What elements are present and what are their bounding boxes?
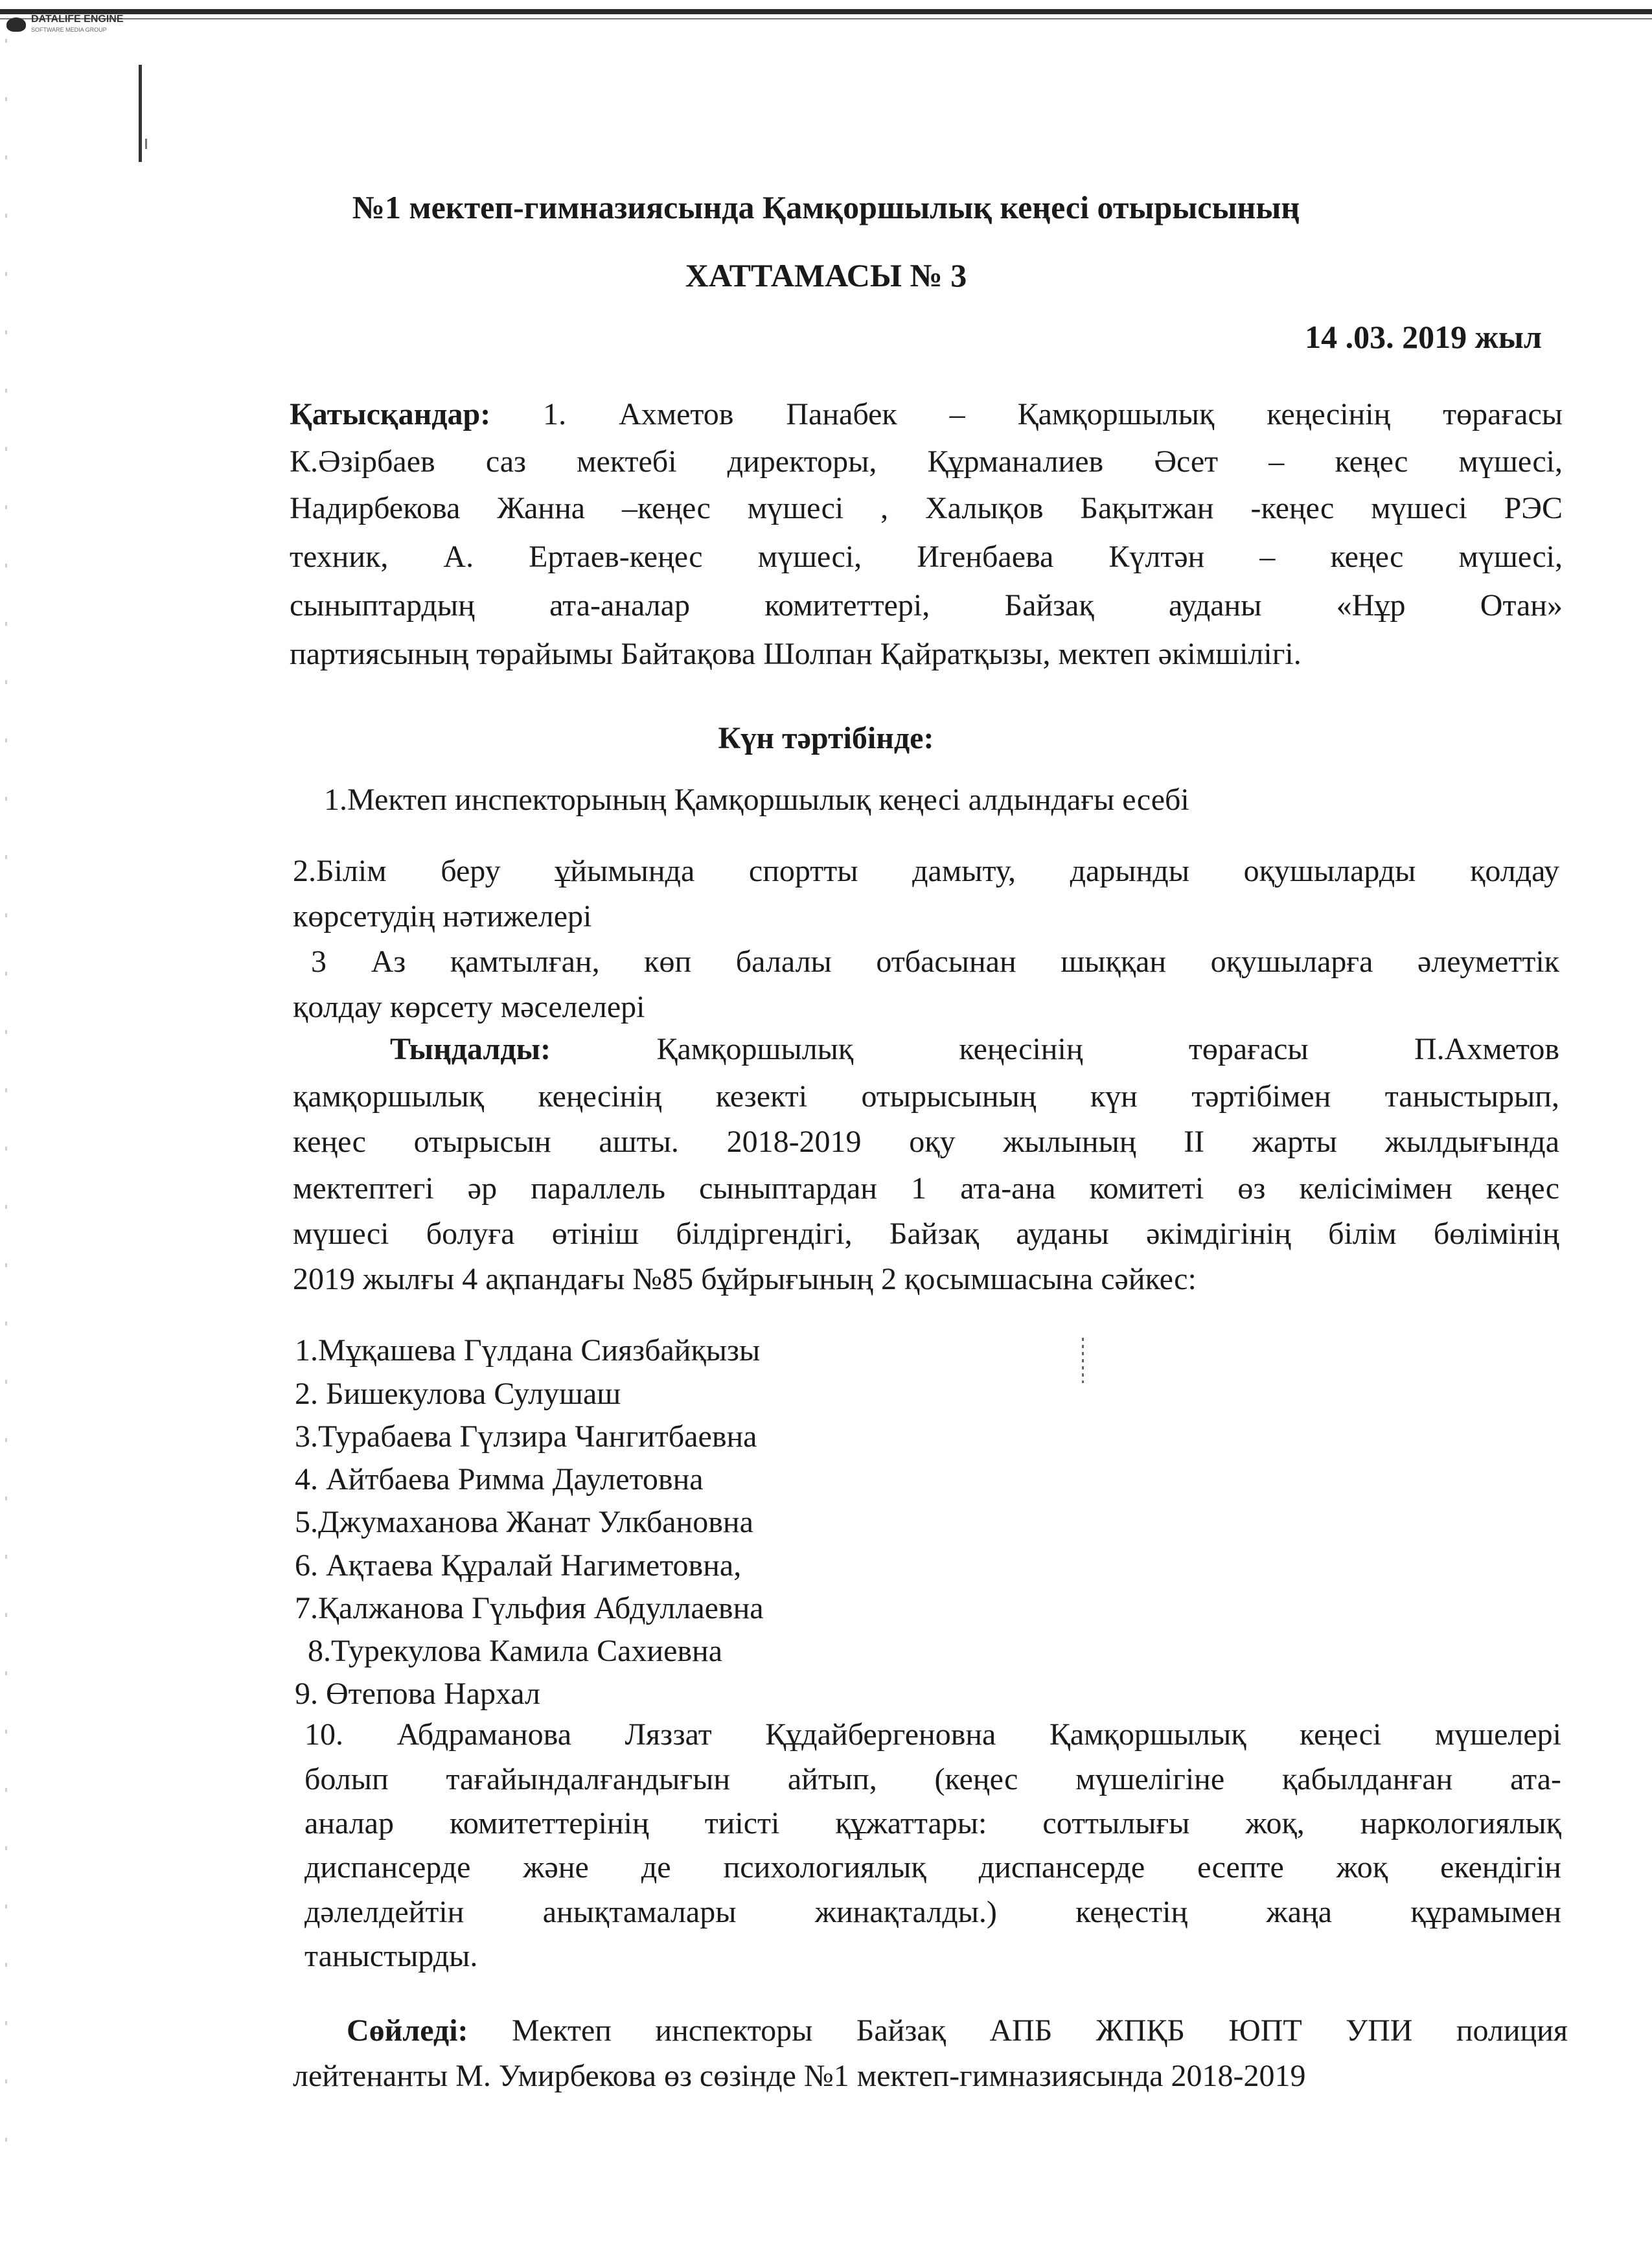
participants-line-1: Қатысқандар: 1. Ахметов Панабек – Қамқоршылық кеңесінің төрағасы	[290, 397, 1563, 431]
protocol-number: ХАТТАМАСЫ № 3	[685, 257, 967, 293]
participants-line-5: сыныптардың ата-аналар комитеттері, Байзақ ауданы «Нұр Отан»	[290, 588, 1563, 623]
spoke-line-2: лейтенанты М. Умирбекова өз сөзінде №1 мектеп-гимназиясында 2018-2019	[293, 2059, 1306, 2093]
member-item: 5.Джумаханова Жанат Улкбановна	[295, 1505, 753, 1539]
logo-tagline: SOFTWARE MEDIA GROUP	[31, 27, 107, 33]
member-10-line-3: аналар комитеттерінің тиісті құжаттары: соттылығы жоқ, наркологиялық	[304, 1806, 1561, 1840]
logo-name: DATALIFE ENGINE	[31, 14, 124, 25]
member-10-line-5: дәлелдейтін анықтамалары жинақталды.) кеңестің жаңа құрамымен	[304, 1895, 1561, 1929]
heard-line-2: қамқоршылық кеңесінің кезекті отырысының күн тәртібімен таныстырып,	[293, 1079, 1559, 1114]
scan-artifact-bar	[139, 65, 142, 162]
participants-line-6: партиясының төрайымы Байтақова Шолпан Қайратқызы, мектеп әкімшілігі.	[290, 637, 1302, 671]
watermark-logo	[6, 14, 124, 35]
agenda-item-1: 1.Мектеп инспекторының Қамқоршылық кеңесі алдындағы есебі	[324, 783, 1189, 817]
scan-dashed-artifact	[1082, 1338, 1084, 1383]
member-10-line-1: 10. Абдраманова Ляззат Құдайбергеновна Қамқоршылық кеңесі мүшелері	[304, 1717, 1561, 1752]
document-date: 14 .03. 2019 жыл	[1305, 319, 1542, 355]
member-item: 8.Турекулова Камила Сахиевна	[308, 1634, 723, 1668]
member-item: 7.Қалжанова Гүльфия Абдуллаевна	[295, 1591, 764, 1625]
member-item: 6. Ақтаева Құралай Нагиметовна,	[295, 1548, 742, 1583]
spoke-line-1: Сөйледі: Мектеп инспекторы Байзақ АПБ ЖПҚБ ЮПТ УПИ полиция	[347, 2013, 1568, 2048]
agenda-item-2-line-2: көрсетудің нәтижелері	[293, 899, 592, 934]
member-10-line-4: диспансерде және де психологиялық диспансерде есепте жоқ екендігін	[304, 1850, 1561, 1884]
heard-line-1: Тыңдалды: Қамқоршылық кеңесінің төрағасы П.Ахметов	[390, 1032, 1560, 1066]
logo-icon	[6, 17, 26, 32]
heard-line-6: 2019 жылғы 4 ақпандағы №85 бұйрығының 2 қосымшасына сәйкес:	[293, 1262, 1197, 1296]
agenda-heading: Күн тәртібінде:	[718, 721, 934, 755]
participants-line-3: Надирбекова Жанна –кеңес мүшесі , Халықов Бақытжан -кеңес мүшесі РЭС	[290, 491, 1563, 525]
heard-line-4: мектептегі әр параллель сыныптардан 1 ата-ана комитеті өз келісімімен кеңес	[293, 1171, 1559, 1206]
document-title: №1 мектеп-гимназиясында Қамқоршылық кеңесі отырысының	[352, 189, 1300, 225]
participants-label: Қатысқандар:	[290, 397, 491, 431]
scan-artifact-tick	[145, 139, 152, 149]
agenda-item-3-line-1: 3 Аз қамтылған, көп балалы отбасынан шыққан оқушыларға әлеуметтік	[311, 945, 1559, 979]
heard-label: Тыңдалды:	[390, 1032, 551, 1066]
member-item: 4. Айтбаева Римма Даулетовна	[295, 1462, 704, 1496]
participants-line-4: техник, А. Ертаев-кеңес мүшесі, Игенбаева Күлтән – кеңес мүшесі,	[290, 540, 1563, 574]
member-item: 9. Өтепова Нархал	[295, 1677, 540, 1711]
member-10-line-6: таныстырды.	[304, 1939, 478, 1973]
participants-line-2: К.Әзірбаев саз мектебі директоры, Құрманалиев Әсет – кеңес мүшесі,	[290, 444, 1563, 479]
scan-top-border-thin	[0, 18, 1652, 19]
member-item: 1.Мұқашева Гүлдана Сиязбайқызы	[295, 1333, 761, 1368]
agenda-item-3-line-2: қолдау көрсету мәселелері	[293, 990, 645, 1024]
agenda-item-2-line-1: 2.Білім беру ұйымында спортты дамыту, дарынды оқушыларды қолдау	[293, 854, 1559, 888]
member-10-line-2: болып тағайындалғандығын айтып, (кеңес мүшелігіне қабылданған ата-	[304, 1762, 1561, 1796]
heard-line-3: кеңес отырысын ашты. 2018-2019 оқу жылының ІІ жарты жылдығында	[293, 1125, 1559, 1159]
member-item: 2. Бишекулова Сулушаш	[295, 1377, 621, 1411]
heard-line-5: мүшесі болуға өтініш білдіргендігі, Байзақ ауданы әкімдігінің білім бөлімінің	[293, 1217, 1559, 1251]
scan-margin-noise	[5, 39, 7, 2177]
scan-top-border	[0, 9, 1652, 14]
member-item: 3.Турабаева Гүлзира Чангитбаевна	[295, 1419, 757, 1454]
spoke-label: Сөйледі:	[347, 2013, 468, 2048]
